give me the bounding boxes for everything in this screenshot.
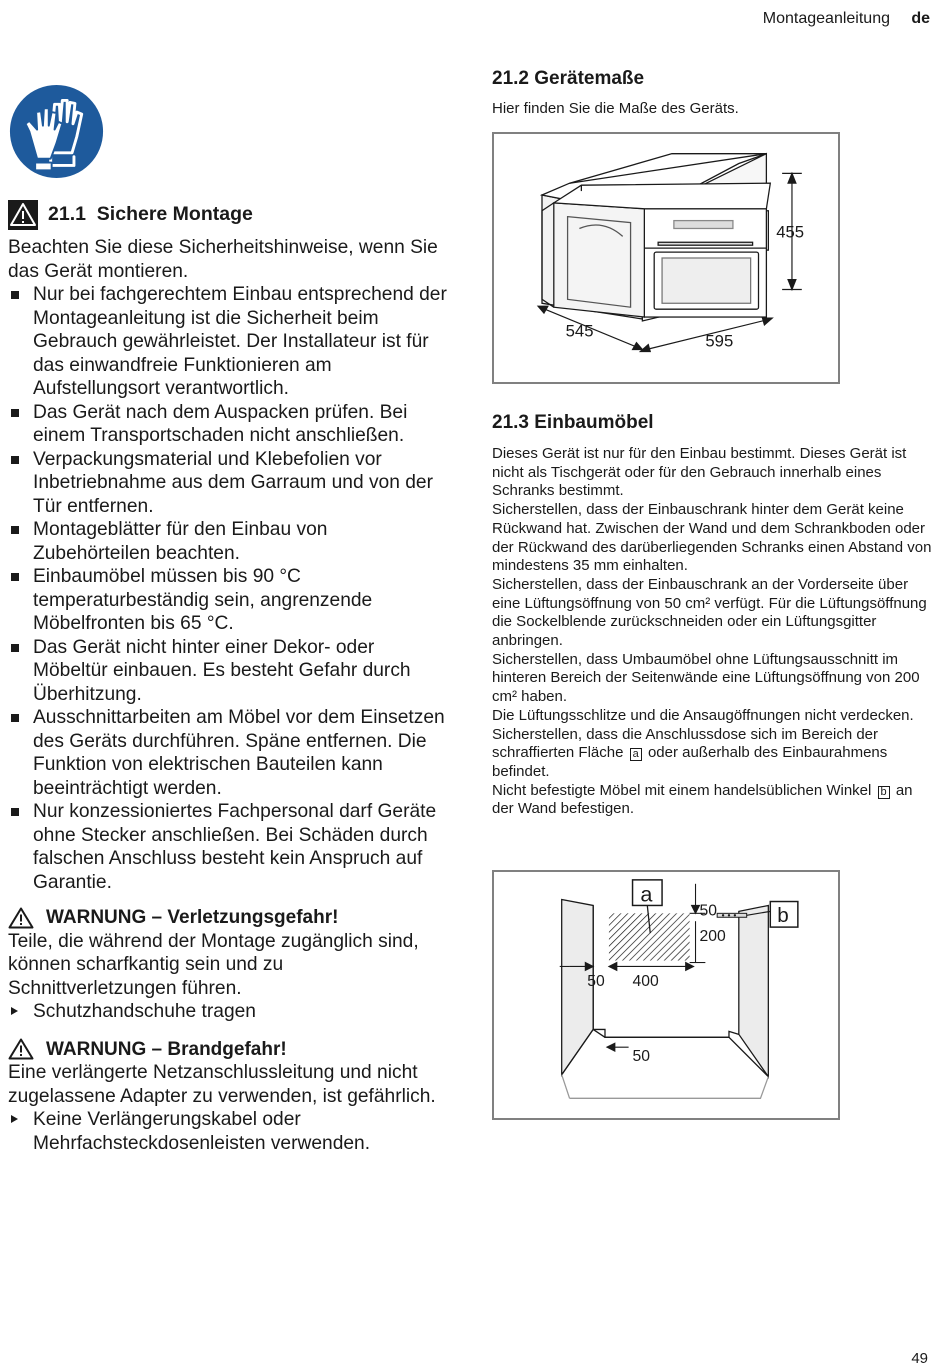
section-21-2-heading: 21.2 Gerätemaße [492, 68, 645, 89]
left-column [8, 200, 448, 1155]
warning-injury-heading [8, 906, 448, 930]
list-item: Nur konzessioniertes Fachpersonal darf Geräte ohne Stecker anschließen. Bei Schäden durch falschen Anschluss besteht kein Anspruch auf Garantie. [8, 800, 448, 894]
paragraph-text: Nicht befestigte Möbel mit einem handelsüblichen Winkel [492, 781, 872, 799]
section-21-1-heading [8, 200, 448, 230]
warning-triangle-icon [8, 1038, 34, 1060]
label-box-b: b [878, 786, 890, 799]
warning-text: Eine verlängerte Netzanschlussleitung und nicht zugelassene Adapter zu verwenden, ist gefährlich. [8, 1062, 436, 1107]
label-a: a [640, 881, 653, 907]
list-item: Nur bei fachgerechtem Einbau entsprechend der Montageanleitung ist die Sicherheit beim Gebrauch gewährleistet. Der Installateur ist für das einwandfreie Funktionieren am Aufstellungsort verantwortlich. [8, 283, 448, 401]
safety-list [8, 283, 448, 894]
header-title: Montageanleitung [762, 10, 890, 27]
section-title: Sichere Montage [96, 203, 253, 226]
paragraph-text: oder außerhalb des Einbaurahmens befindet. [492, 744, 888, 780]
paragraph: Sicherstellen, dass der Einbauschrank an der Vorderseite über eine Lüftungsöffnung von 50 cm² verfügt. Für die Lüftungsöffnung die Sockelblende zurückschneiden oder ein Lüftungsgitter anbringen. [492, 575, 927, 650]
section-number: 21.1 [48, 203, 86, 226]
list-item: Einbaumöbel müssen bis 90 °C temperaturbeständig sein, angrenzende Möbelfronten bis 65 °C. [8, 565, 448, 636]
dim-400: 400 [632, 973, 659, 991]
paragraph [492, 782, 932, 819]
dim-50-left: 50 [587, 973, 605, 991]
dim-width-label: 595 [705, 331, 734, 351]
warning-fire-heading [8, 1038, 448, 1062]
paragraph: Sicherstellen, dass Umbaumöbel ohne Lüftungsausschnitt im hinteren Bereich der Seitenwände eine Lüftungsöffnung von 200 cm² haben. [492, 650, 920, 706]
warning-title: WARNUNG – Brandgefahr! [46, 1038, 287, 1060]
paragraph: Sicherstellen, dass der Einbauschrank hinter dem Gerät keine Rückwand hat. Zwischen der Wand und dem Schrankboden oder der Rückwand des darüberliegenden Schranks einen Abstand von mindestens 35 mm einhalten. [492, 501, 932, 575]
list-item: Montageblätter für den Einbau von Zubehörteilen beachten. [8, 518, 448, 565]
paragraph-text: an der Wand befestigen. [492, 781, 913, 818]
list-item: Verpackungsmaterial und Klebefolien vor Inbetriebnahme aus dem Garraum und von der Tür entfernen. [8, 448, 448, 519]
section-21-2-intro: Hier finden Sie die Maße des Geräts. [492, 100, 739, 117]
paragraph: Dieses Gerät ist nur für den Einbau bestimmt. Dieses Gerät ist nicht als Tischgerät oder für den Gebrauch innerhalb eines Schranks bestimmt. [492, 445, 907, 500]
warning-box-icon [8, 200, 38, 230]
warning-triangle-icon [8, 907, 34, 929]
warning-action: Schutzhandschuhe tragen [8, 1000, 448, 1024]
header-language: de [911, 10, 930, 27]
warning-text: Teile, die während der Montage zugänglich sind, können scharfkantig sein und zu Schnittverletzungen führen. [8, 930, 419, 999]
label-b: b [777, 904, 789, 928]
warning-title: WARNUNG – Verletzungsgefahr! [46, 907, 339, 928]
section-21-3-body [492, 445, 932, 819]
protective-gloves-icon [8, 83, 105, 180]
list-item: Das Gerät nicht hinter einer Dekor- oder Möbeltür einbauen. Es besteht Gefahr durch Überhitzung. [8, 636, 448, 707]
dim-200: 200 [699, 927, 726, 945]
dim-50-bottom: 50 [632, 1047, 651, 1065]
oven-dimensions-figure [492, 132, 840, 384]
label-box-a: a [630, 748, 642, 761]
dim-depth-label: 545 [565, 321, 594, 341]
list-item: Das Gerät nach dem Auspacken prüfen. Bei einem Transportschaden nicht anschließen. [8, 401, 448, 448]
paragraph: Die Lüftungsschlitze und die Ansaugöffnungen nicht verdecken. [492, 706, 914, 724]
dim-height-label: 455 [776, 222, 805, 242]
dim-50-top: 50 [699, 902, 717, 920]
list-item: Ausschnittarbeiten am Möbel vor dem Einsetzen des Geräts durchführen. Späne entfernen. Die Funktion von elektrischen Bauteilen kann beeinträchtigt werden. [8, 706, 448, 800]
section-21-3-heading: 21.3 Einbaumöbel [492, 412, 654, 433]
cabinet-figure [492, 870, 840, 1120]
warning-action: Keine Verlängerungskabel oder Mehrfachsteckdosenleisten verwenden. [8, 1108, 448, 1155]
paragraph [492, 726, 932, 782]
page-number: 49 [911, 1350, 928, 1367]
section-intro: Beachten Sie diese Sicherheitshinweise, wenn Sie das Gerät montieren. [8, 237, 438, 282]
paragraph-text: Sicherstellen, dass die Anschlussdose sich im Bereich der schraffierten Fläche [492, 725, 879, 762]
